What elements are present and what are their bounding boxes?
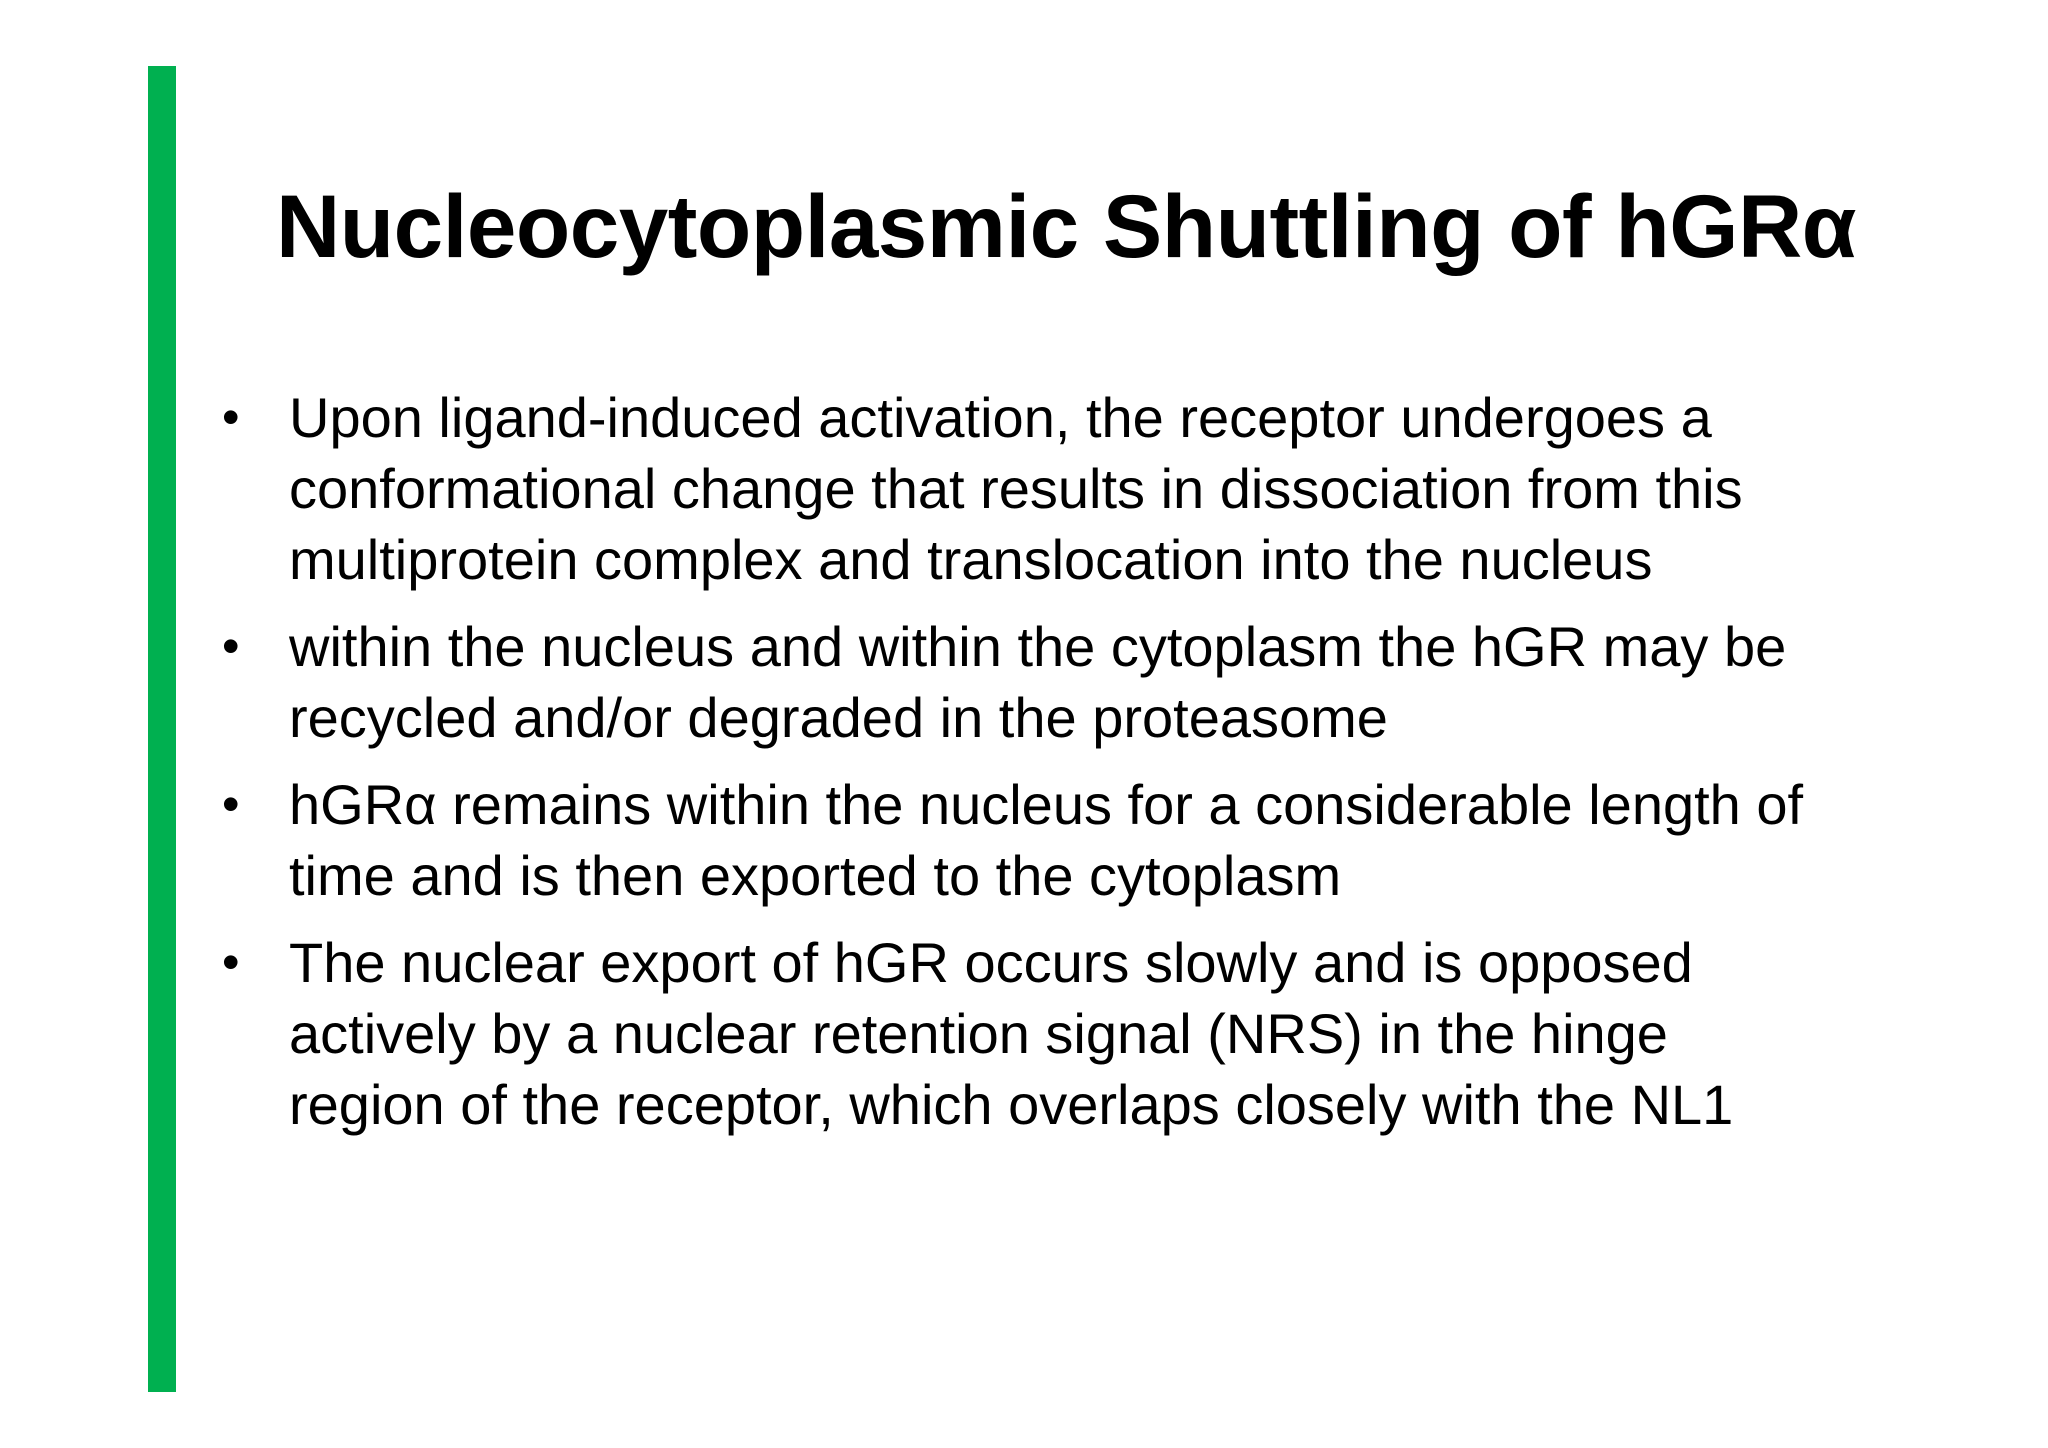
bullet-text: Upon ligand-induced activation, the receptor undergoes a conformational change that results in dissociation from this multiprotein complex and translocation into the nucleus bbox=[289, 386, 1743, 591]
accent-bar bbox=[148, 66, 176, 1392]
bullet-item bbox=[222, 769, 1822, 911]
bullet-item bbox=[222, 611, 1822, 753]
bullet-text: within the nucleus and within the cytoplasm the hGR may be recycled and/or degraded in the proteasome bbox=[289, 615, 1787, 749]
bullet-item bbox=[222, 382, 1822, 595]
bullet-dot-icon: • bbox=[222, 776, 240, 832]
bullet-item bbox=[222, 927, 1822, 1140]
bullet-text: The nuclear export of hGR occurs slowly and is opposed actively by a nuclear retention signal (NRS) in the hinge region of the receptor, which overlaps closely with the NL1 bbox=[289, 931, 1734, 1136]
bullet-text: hGRα remains within the nucleus for a considerable length of time and is then exported to the cytoplasm bbox=[289, 773, 1804, 907]
bullet-list bbox=[222, 382, 1822, 1156]
bullet-dot-icon: • bbox=[222, 934, 240, 990]
slide-title: Nucleocytoplasmic Shuttling of hGRα bbox=[276, 176, 1856, 276]
bullet-dot-icon: • bbox=[222, 389, 240, 445]
bullet-dot-icon: • bbox=[222, 618, 240, 674]
